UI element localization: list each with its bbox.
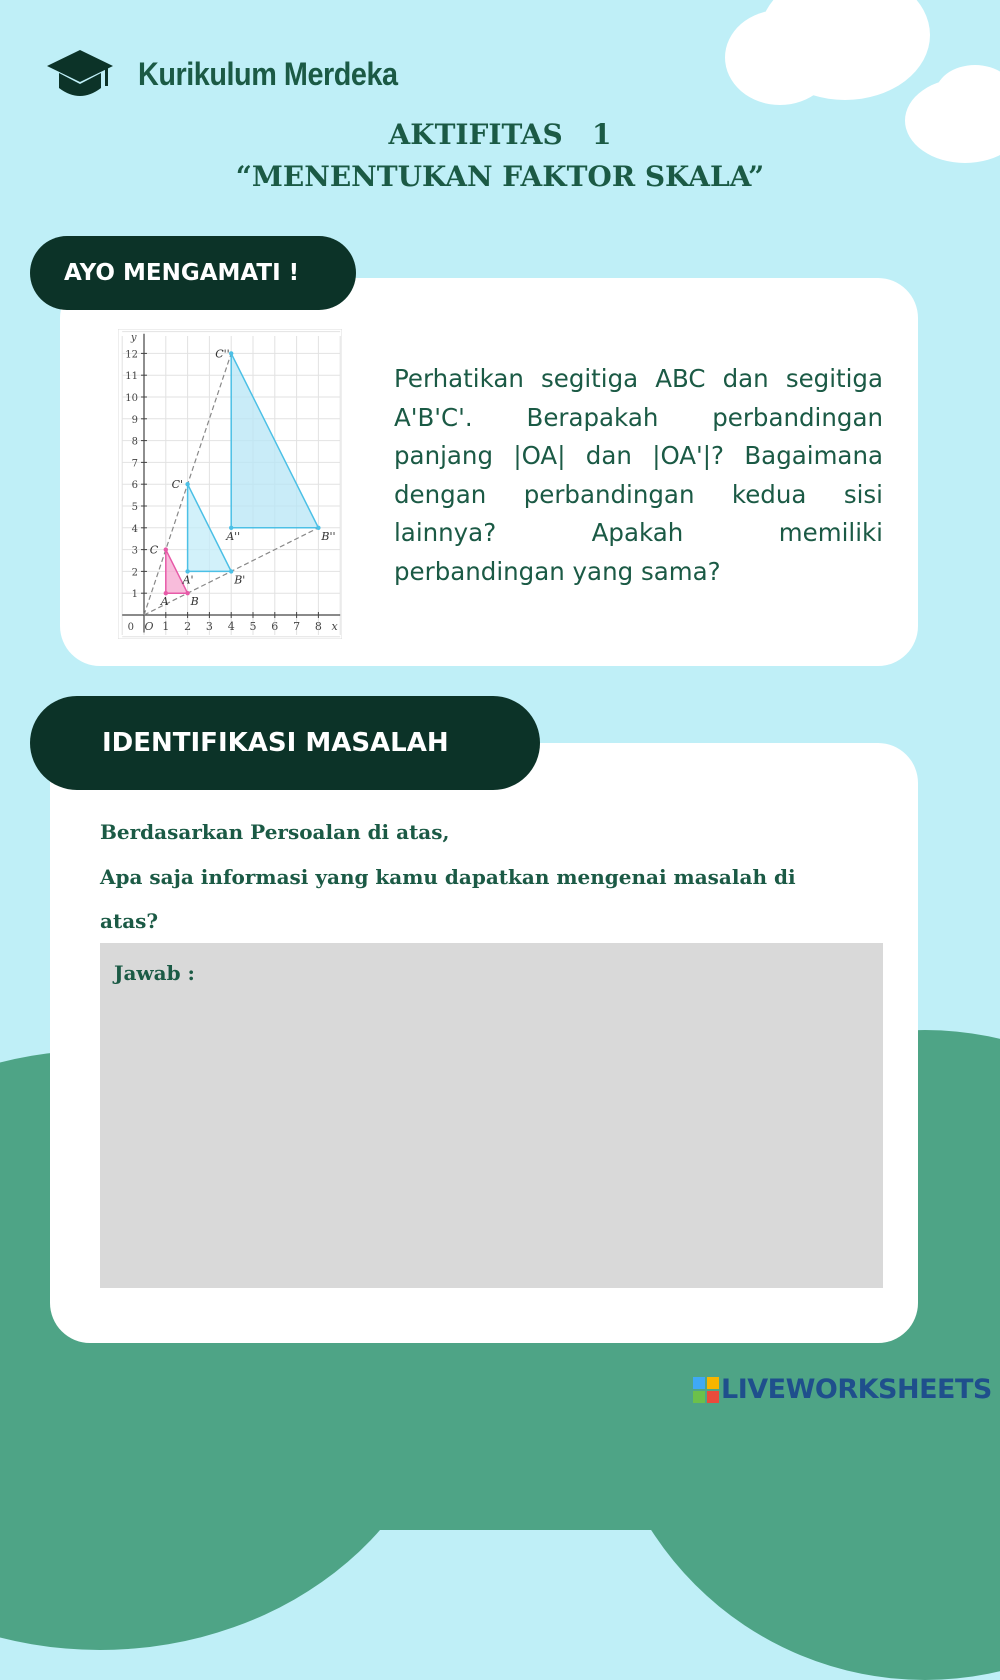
vertex-label: B'' — [321, 529, 336, 543]
answer-input-area[interactable] — [100, 943, 883, 1288]
vertex-label: C'' — [215, 347, 230, 361]
liveworksheets-wordmark: LIVEWORKSHEETS — [721, 1374, 992, 1405]
x-tick-label: 8 — [314, 620, 322, 633]
y-tick-label: 7 — [131, 458, 138, 470]
vertex-label: B — [190, 595, 199, 609]
y-tick-label: 10 — [125, 393, 138, 404]
liveworksheets-logo[interactable] — [693, 1374, 992, 1405]
question-line-2: Apa saja informasi yang kamu dapatkan mengenai masalah di — [100, 865, 796, 889]
vertex-point — [316, 526, 320, 530]
x-tick-label: 6 — [271, 620, 279, 633]
vertex-label: A — [160, 595, 169, 609]
vertex-point — [229, 569, 233, 573]
question-line-3: atas? — [100, 909, 159, 933]
y-tick-label: 9 — [131, 414, 138, 426]
vertex-point — [185, 591, 189, 595]
activity-title: AKTIFITAS 1 — [388, 118, 612, 151]
x-tick-label: 5 — [249, 620, 257, 633]
y-tick-label: 4 — [131, 523, 138, 535]
x-tick-label: O — [144, 620, 154, 633]
cloud-decoration — [725, 10, 835, 105]
activity-subtitle: “MENENTUKAN FAKTOR SKALA” — [235, 160, 765, 193]
answer-label: Jawab : — [114, 961, 195, 985]
observe-section-label: AYO MENGAMATI ! — [30, 236, 356, 310]
brand-name: Kurikulum Merdeka — [138, 56, 398, 92]
y-tick-label: 6 — [131, 480, 138, 492]
identify-section-label: IDENTIFIKASI MASALAH — [30, 696, 540, 790]
x-tick-label: 7 — [293, 620, 301, 633]
y-tick-label: 8 — [131, 436, 138, 448]
observe-text: Perhatikan segitiga ABC dan segitiga A'B'C'. Berapakah perbandingan panjang |OA| dan |OA'|? Bagaimana dengan perbandingan kedua sisi lainnya? Apakah memiliki perbandingan yang sama? — [394, 364, 883, 586]
y-tick-label: 1 — [131, 589, 138, 601]
dilation-graph — [118, 329, 342, 639]
y-tick-label: 12 — [125, 349, 138, 361]
vertex-label: C — [149, 543, 159, 557]
vertex-point — [164, 547, 168, 551]
vertex-label: B' — [234, 573, 246, 587]
vertex-label: A'' — [226, 529, 241, 543]
y-tick-label: 2 — [131, 567, 138, 579]
x-tick-label: 1 — [162, 620, 170, 633]
y-tick-label: 0 — [127, 622, 134, 633]
y-tick-label: 11 — [125, 371, 138, 383]
x-tick-label: 3 — [205, 620, 213, 633]
x-tick-label: 2 — [184, 620, 192, 633]
question-line-1: Berdasarkan Persoalan di atas, — [100, 820, 450, 844]
y-tick-label: 3 — [131, 545, 138, 557]
liveworksheets-icon — [693, 1377, 719, 1403]
x-tick-label: 4 — [227, 620, 235, 633]
graduation-cap-icon — [45, 48, 115, 100]
x-axis-label: x — [331, 620, 338, 633]
y-tick-label: 5 — [131, 502, 138, 513]
vertex-point — [185, 482, 189, 486]
y-axis-label: y — [130, 332, 137, 344]
vertex-label: C' — [171, 478, 184, 492]
vertex-label: A' — [182, 573, 194, 587]
